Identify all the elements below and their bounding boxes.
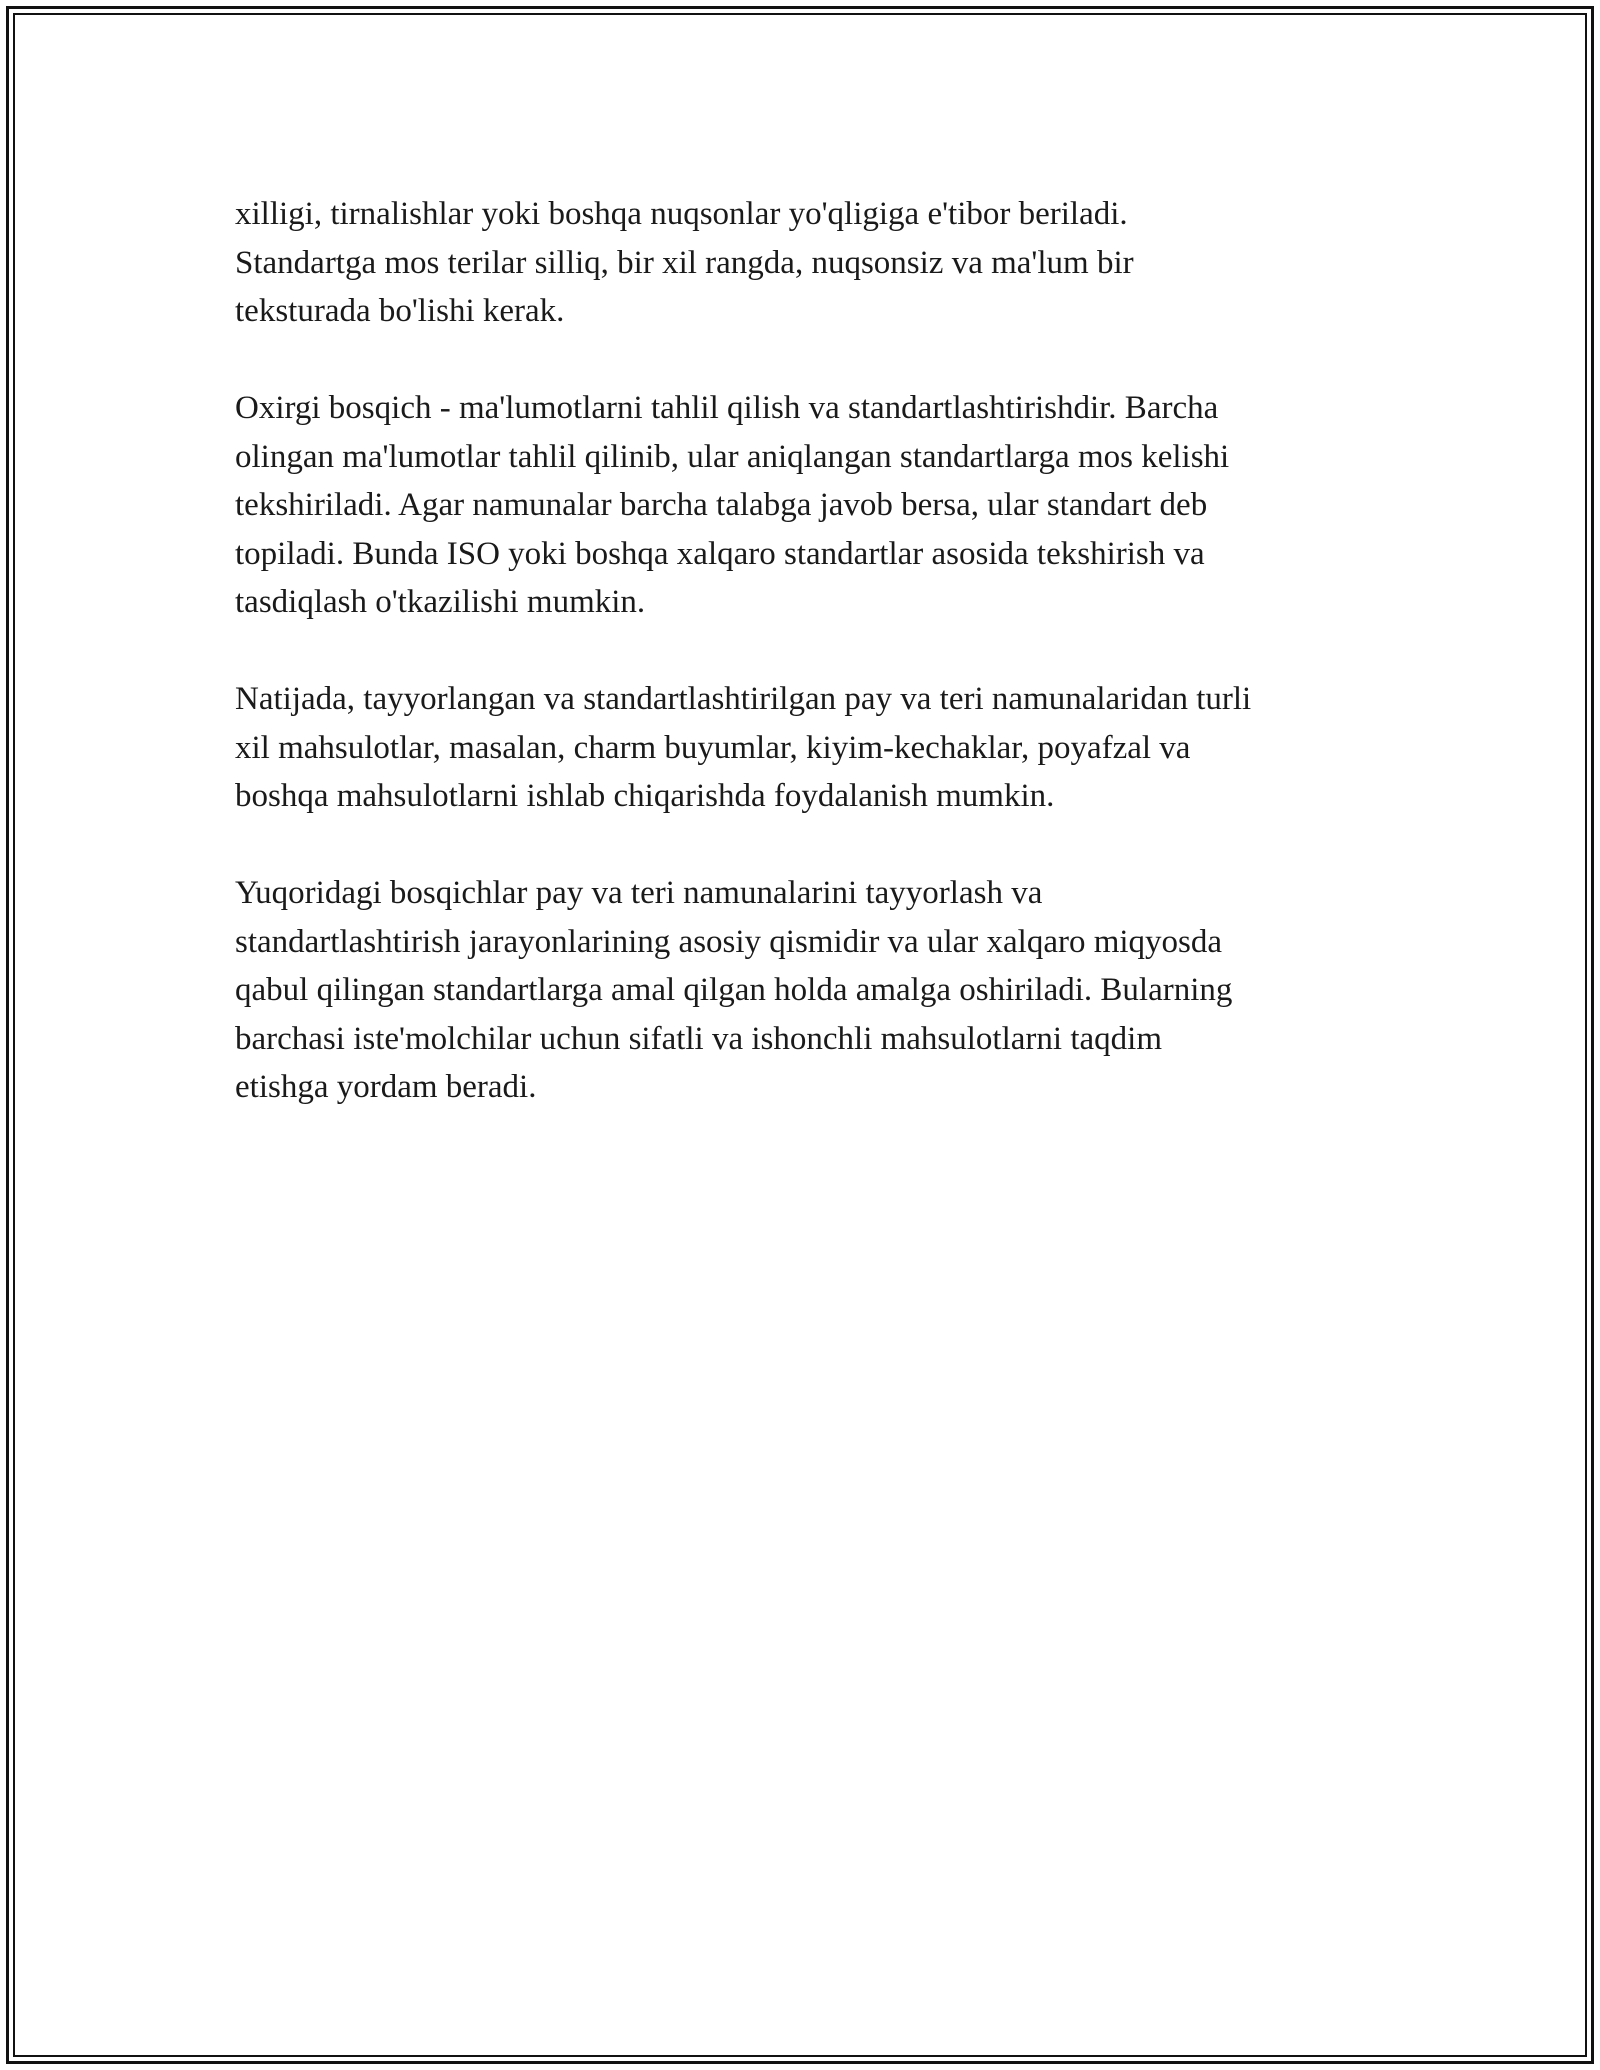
text-line: xil mahsulotlar, masalan, charm buyumlar, kiyim-kechaklar, poyafzal va — [235, 729, 1191, 766]
text-line: olingan ma'lumotlar tahlil qilinib, ular aniqlangan standartlarga mos kelishi — [235, 438, 1230, 475]
text-line: tasdiqlash o'tkazilishi mumkin. — [235, 584, 646, 620]
text-line: Natijada, tayyorlangan va standartlashtirilgan pay va teri namunalaridan turli — [235, 681, 1252, 717]
paragraph-1 — [235, 190, 1415, 336]
text-line: barchasi iste'molchilar uchun sifatli va ishonchli mahsulotlarni taqdim — [235, 1020, 1162, 1057]
text-line: Yuqoridagi bosqichlar pay va teri namunalarini tayyorlash va — [235, 875, 1043, 911]
text-line: standartlashtirish jarayonlarining asosiy qismidir va ular xalqaro miqyosda — [235, 923, 1223, 960]
text-line: Oxirgi bosqich - ma'lumotlarni tahlil qilish va standartlashtirishdir. Barcha — [235, 390, 1219, 426]
text-line: xilligi, tirnalishlar yoki boshqa nuqsonlar yo'qligiga e'tibor beriladi. — [235, 196, 1128, 232]
text-line: etishga yordam beradi. — [235, 1069, 537, 1105]
paragraph-2 — [235, 384, 1415, 627]
text-line: Standartga mos terilar silliq, bir xil rangda, nuqsonsiz va ma'lum bir — [235, 244, 1134, 281]
paragraph-4 — [235, 869, 1415, 1112]
text-line: tekshiriladi. Agar namunalar barcha talabga javob bersa, ular standart deb — [235, 487, 1208, 523]
paragraph-3 — [235, 675, 1415, 821]
document-body — [235, 190, 1415, 1160]
text-line: teksturada bo'lishi kerak. — [235, 293, 565, 329]
text-line: topiladi. Bunda ISO yoki boshqa xalqaro standartlar asosida tekshirish va — [235, 535, 1205, 572]
text-line: qabul qilingan standartlarga amal qilgan holda amalga oshiriladi. Bularning — [235, 972, 1233, 1008]
text-line: boshqa mahsulotlarni ishlab chiqarishda foydalanish mumkin. — [235, 778, 1055, 814]
